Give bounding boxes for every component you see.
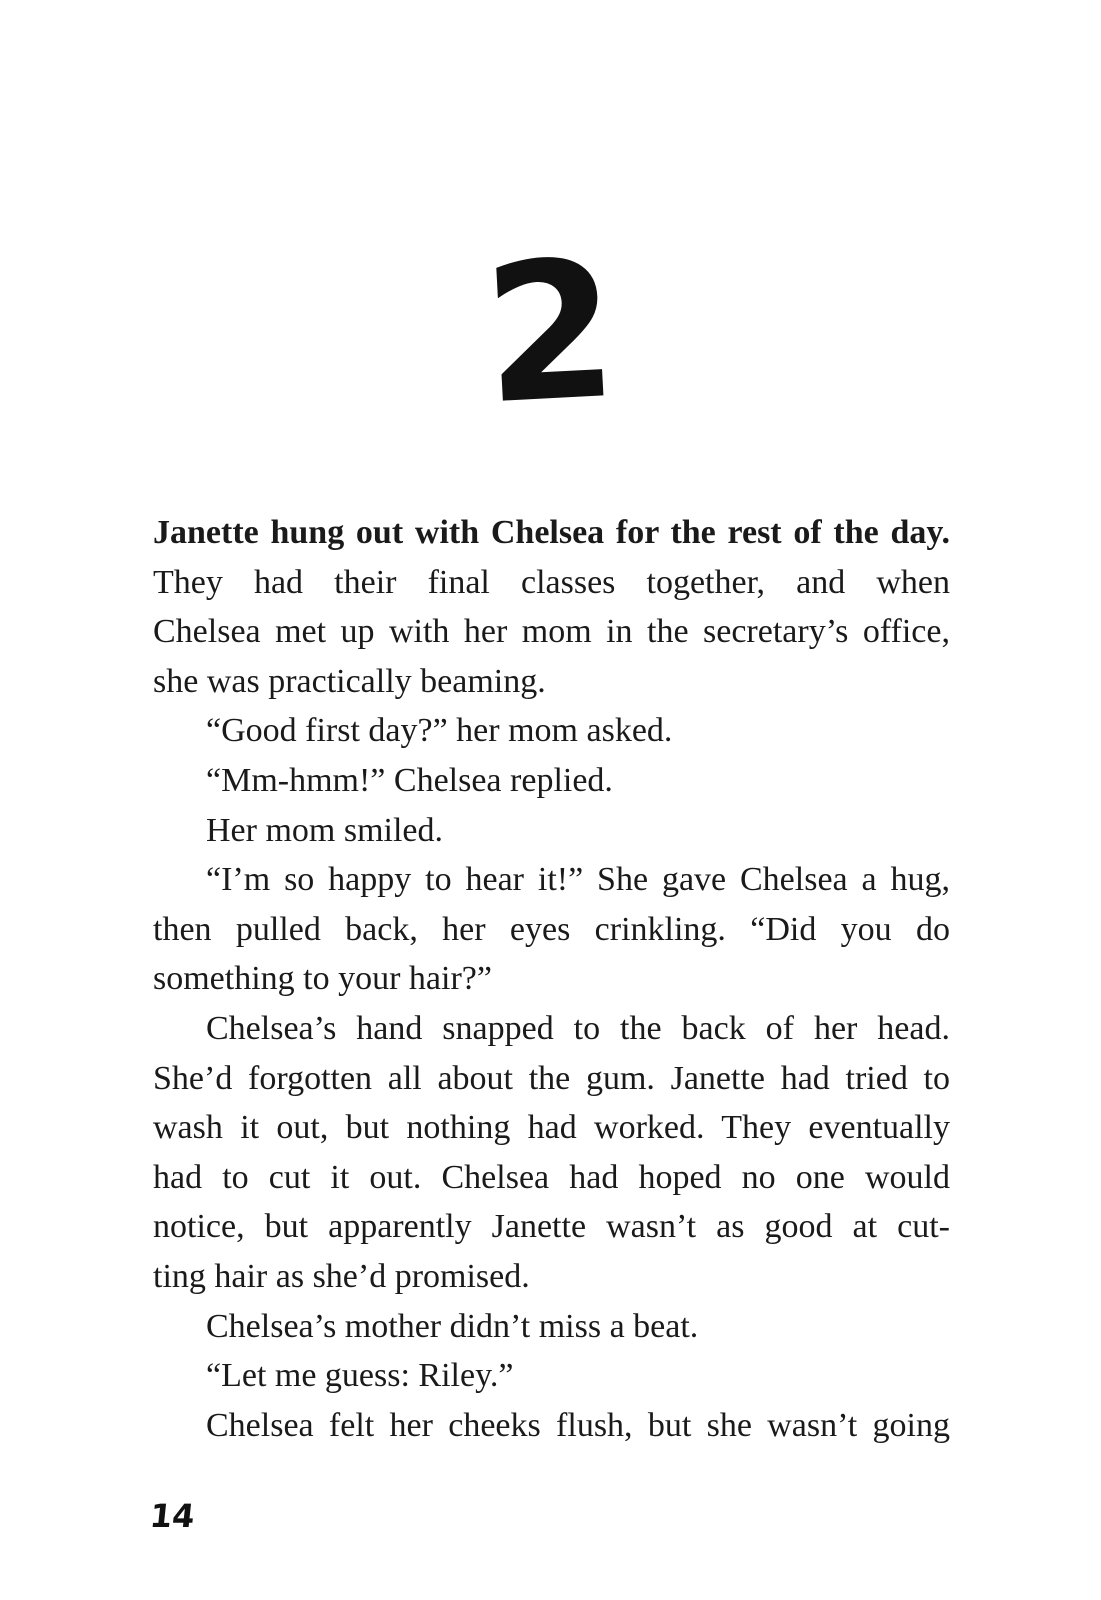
- chapter-number: 2: [478, 218, 623, 447]
- text-line: ting hair as she’d promised.: [153, 1257, 530, 1295]
- text-line: Chelsea met up with her mom in the secretary’s office,: [153, 613, 950, 651]
- paragraph: [153, 1004, 950, 1302]
- text-line: “Let me guess: Riley.”: [206, 1357, 514, 1395]
- text-line: “Mm-hmm!” Chelsea replied.: [206, 761, 613, 799]
- paragraph: [153, 855, 950, 1004]
- text-line: Chelsea felt her cheeks flush, but she wasn’t going: [206, 1406, 950, 1444]
- paragraph: [153, 1302, 950, 1352]
- text-line: something to your hair?”: [153, 960, 492, 998]
- text-line: she was practically beaming.: [153, 662, 546, 700]
- paragraph: [153, 1351, 950, 1401]
- text-line: She’d forgotten all about the gum. Janette had tried to: [153, 1059, 950, 1097]
- text-line: Chelsea’s mother didn’t miss a beat.: [206, 1307, 699, 1345]
- paragraph: [153, 706, 950, 756]
- text-line: Janette hung out with Chelsea for the rest of the day.: [153, 514, 950, 551]
- text-line: notice, but apparently Janette wasn’t as good at cut-: [153, 1208, 950, 1246]
- text-line: wash it out, but nothing had worked. They eventually: [153, 1109, 950, 1147]
- text-line: Her mom smiled.: [206, 811, 444, 849]
- text-line: Chelsea’s hand snapped to the back of her head.: [206, 1009, 950, 1047]
- chapter-body: [153, 508, 950, 1450]
- page-number: 14: [148, 1497, 197, 1535]
- text-line: They had their final classes together, and when: [153, 563, 950, 601]
- text-line: had to cut it out. Chelsea had hoped no one would: [153, 1158, 950, 1196]
- text-line: then pulled back, her eyes crinkling. “Did you do: [153, 910, 950, 948]
- paragraph: [153, 1401, 950, 1451]
- text-line: “Good first day?” her mom asked.: [206, 712, 673, 750]
- text-line: “I’m so happy to hear it!” She gave Chelsea a hug,: [206, 861, 950, 899]
- paragraph: [153, 508, 950, 706]
- paragraph: [153, 756, 950, 806]
- paragraph: [153, 806, 950, 856]
